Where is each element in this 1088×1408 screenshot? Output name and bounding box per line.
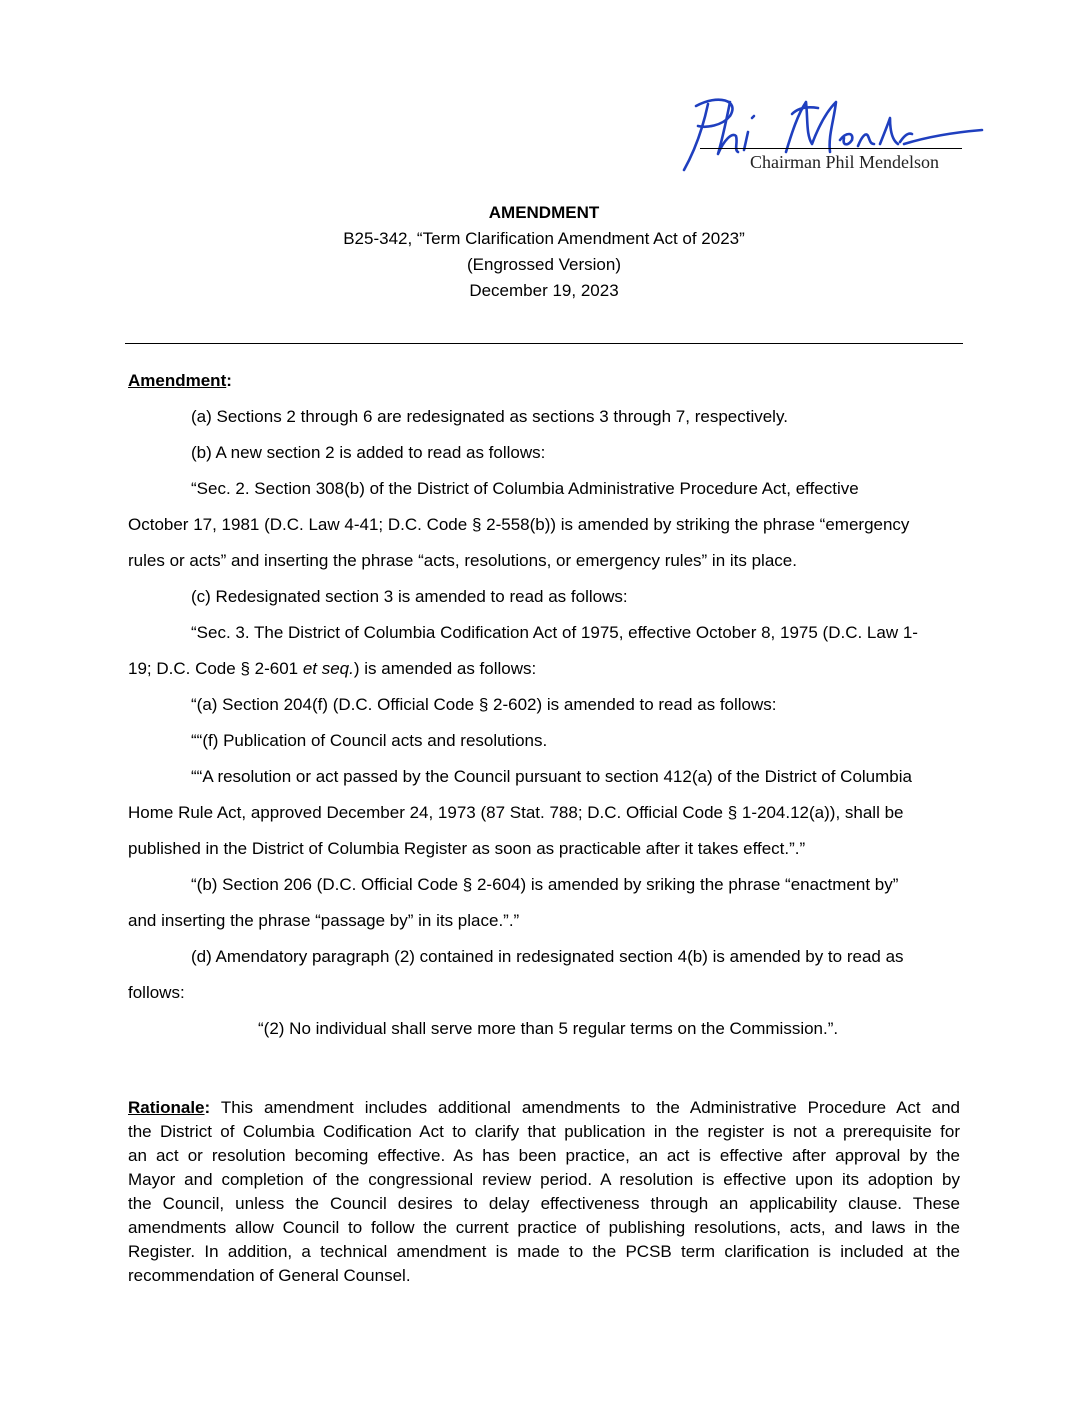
amendment-line: “Sec. 2. Section 308(b) of the District of Columbia Administrative Procedure Act, effective: [191, 479, 859, 498]
amendment-line: “(a) Section 204(f) (D.C. Official Code § 2-602) is amended to read as follows:: [191, 695, 777, 714]
amendment-line: follows:: [128, 983, 185, 1002]
rationale-line: recommendation of General Counsel.: [128, 1266, 411, 1285]
amendment-section: [128, 368, 960, 1052]
rationale-line: the District of Columbia Codification Act to clarify that publication in the register is not a prerequisite for: [128, 1122, 960, 1141]
signature-line: [700, 148, 962, 149]
horizontal-rule: [125, 343, 963, 344]
amendment-line: October 17, 1981 (D.C. Law 4-41; D.C. Code § 2-558(b)) is amended by striking the phrase “emergency: [128, 515, 910, 534]
rationale-heading: Rationale: [128, 1098, 205, 1117]
amendment-line: published in the District of Columbia Register as soon as practicable after it takes effect.”.”: [128, 839, 806, 858]
amendment-line: “Sec. 3. The District of Columbia Codification Act of 1975, effective October 8, 1975 (D.C. Law 1-: [191, 623, 918, 642]
amendment-line: Home Rule Act, approved December 24, 1973 (87 Stat. 788; D.C. Official Code § 1-204.12(a)), shall be: [128, 803, 904, 822]
version-label: (Engrossed Version): [466, 255, 622, 274]
amendment-heading: Amendment:: [128, 371, 232, 390]
amendment-line: (b) A new section 2 is added to read as follows:: [191, 443, 546, 462]
rationale-line: Mayor and completion of the congressional review period. A resolution is effective upon its adoption by: [128, 1170, 960, 1189]
rationale-line: Rationale: This amendment includes additional amendments to the Administrative Procedure Act and: [128, 1098, 960, 1117]
amendment-line: (d) Amendatory paragraph (2) contained in redesignated section 4(b) is amended by to read as: [191, 947, 904, 966]
amendment-line: and inserting the phrase “passage by” in its place.”.”: [128, 911, 520, 930]
rationale-line: amendments allow Council to follow the current practice of publishing resolutions, acts, and laws in the: [128, 1218, 960, 1237]
rationale-line: the Council, unless the Council desires to delay effectiveness through an applicability clause. These: [128, 1194, 960, 1213]
document-date: December 19, 2023: [469, 281, 619, 300]
amendment-line: (a) Sections 2 through 6 are redesignated as sections 3 through 7, respectively.: [191, 407, 788, 426]
amendment-line: rules or acts” and inserting the phrase “acts, resolutions, or emergency rules” in its place.: [128, 551, 797, 570]
amendment-line: ““A resolution or act passed by the Council pursuant to section 412(a) of the District of Columbia: [191, 767, 912, 786]
rationale-line: Register. In addition, a technical amendment is made to the PCSB term clarification is included at the: [128, 1242, 960, 1261]
document-title: AMENDMENT: [488, 203, 600, 222]
amendment-line: “(2) No individual shall serve more than 5 regular terms on the Commission.”.: [258, 1019, 839, 1038]
bill-title: B25-342, “Term Clarification Amendment Act of 2023”: [343, 229, 745, 248]
rationale-line: an act or resolution becoming effective. As has been practice, an act is effective after approval by the: [128, 1146, 960, 1165]
amendment-line: “(b) Section 206 (D.C. Official Code § 2-604) is amended by sriking the phrase “enactment by”: [191, 875, 899, 894]
signature-name: Chairman Phil Mendelson: [750, 152, 939, 172]
document-header: [0, 200, 1088, 304]
amendment-line: 19; D.C. Code § 2-601 et seq.) is amended as follows:: [128, 659, 537, 678]
amendment-line: (c) Redesignated section 3 is amended to read as follows:: [191, 587, 628, 606]
rationale-section: [128, 1096, 960, 1288]
amendment-line: ““(f) Publication of Council acts and resolutions.: [191, 731, 548, 750]
